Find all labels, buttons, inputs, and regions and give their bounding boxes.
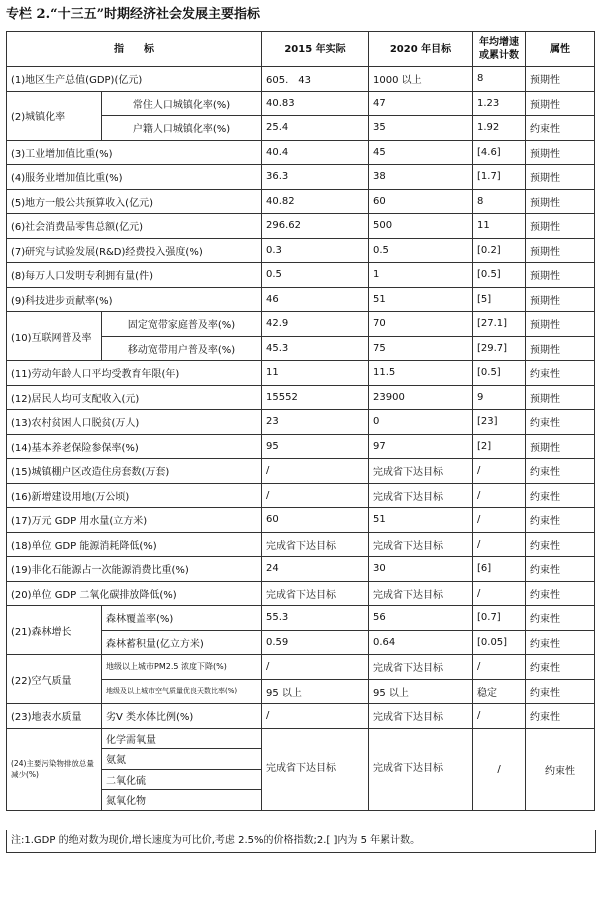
value-growth: / — [473, 532, 526, 557]
value-attribute: 约束性 — [526, 361, 595, 386]
value-2015: 95 — [262, 434, 369, 459]
value-growth: [0.5] — [473, 263, 526, 288]
value-attribute: 预期性 — [526, 385, 595, 410]
row-label: 化学需氧量 — [102, 728, 262, 749]
value-2015: 完成省下达目标 — [262, 532, 369, 557]
row-label: 森林覆盖率(%) — [102, 606, 262, 631]
row-label: 劣V 类水体比例(%) — [102, 704, 262, 729]
value-2020: 47 — [369, 91, 473, 116]
value-attribute: 约束性 — [526, 630, 595, 655]
value-2015: 0.3 — [262, 238, 369, 263]
row-label: (8)每万人口发明专利拥有量(件) — [7, 263, 262, 288]
row-label: (9)科技进步贡献率(%) — [7, 287, 262, 312]
value-2015: 25.4 — [262, 116, 369, 141]
row-label: (15)城镇棚户区改造住房套数(万套) — [7, 459, 262, 484]
row-label: (18)单位 GDP 能源消耗降低(%) — [7, 532, 262, 557]
row-label: (12)居民人均可支配收入(元) — [7, 385, 262, 410]
value-2015: 11 — [262, 361, 369, 386]
value-2015: 0.59 — [262, 630, 369, 655]
value-growth: / — [473, 655, 526, 680]
value-attribute: 预期性 — [526, 238, 595, 263]
table-row — [7, 728, 595, 749]
table-row — [7, 189, 595, 214]
value-2020: 1000 以上 — [369, 67, 473, 92]
value-2020: 完成省下达目标 — [369, 581, 473, 606]
row-label: 户籍人口城镇化率(%) — [102, 116, 262, 141]
row-label: 移动宽带用户普及率(%) — [102, 336, 262, 361]
value-2020: 97 — [369, 434, 473, 459]
value-2015: 40.83 — [262, 91, 369, 116]
value-attribute: 预期性 — [526, 165, 595, 190]
value-attribute: 约束性 — [526, 483, 595, 508]
value-2015: 24 — [262, 557, 369, 582]
value-2020: 完成省下达目标 — [369, 532, 473, 557]
row-label: (7)研究与试验发展(R&D)经费投入强度(%) — [7, 238, 262, 263]
value-2015: 42.9 — [262, 312, 369, 337]
value-2015: 45.3 — [262, 336, 369, 361]
table-row — [7, 312, 595, 337]
header-growth: 年均增速或累计数 — [473, 32, 526, 67]
value-attribute: 约束性 — [526, 459, 595, 484]
row-label: (1)地区生产总值(GDP)(亿元) — [7, 67, 262, 92]
value-attribute: 约束性 — [526, 508, 595, 533]
table-row — [7, 91, 595, 116]
table-row — [7, 557, 595, 582]
value-2020: 完成省下达目标 — [369, 728, 473, 810]
value-2020: 75 — [369, 336, 473, 361]
value-2020: 56 — [369, 606, 473, 631]
value-growth: 1.92 — [473, 116, 526, 141]
value-attribute: 约束性 — [526, 557, 595, 582]
group-label: (10)互联网普及率 — [7, 312, 102, 361]
value-growth: 8 — [473, 189, 526, 214]
value-attribute: 约束性 — [526, 410, 595, 435]
value-2015: 605. 43 — [262, 67, 369, 92]
table-row — [7, 434, 595, 459]
page-title: 专栏 2.“十三五”时期经济社会发展主要指标 — [6, 7, 261, 22]
table-row — [7, 67, 595, 92]
header-indicator: 指 标 — [7, 32, 262, 67]
row-label: (11)劳动年龄人口平均受教育年限(年) — [7, 361, 262, 386]
table-row — [7, 361, 595, 386]
value-2015: 95 以上 — [262, 679, 369, 704]
value-2015: 23 — [262, 410, 369, 435]
table-row — [7, 214, 595, 239]
row-label: 常住人口城镇化率(%) — [102, 91, 262, 116]
value-2015: 60 — [262, 508, 369, 533]
value-growth: / — [473, 459, 526, 484]
value-2020: 完成省下达目标 — [369, 704, 473, 729]
value-2015: / — [262, 655, 369, 680]
value-2015: 15552 — [262, 385, 369, 410]
value-2015: 40.82 — [262, 189, 369, 214]
group-label: (23)地表水质量 — [7, 704, 102, 729]
row-label: (16)新增建设用地(万公顷) — [7, 483, 262, 508]
table-header — [7, 32, 595, 67]
value-2015: 完成省下达目标 — [262, 728, 369, 810]
value-growth: [6] — [473, 557, 526, 582]
group-label: (22)空气质量 — [7, 655, 102, 704]
value-2015: / — [262, 483, 369, 508]
value-growth: [29.7] — [473, 336, 526, 361]
value-2015: 296.62 — [262, 214, 369, 239]
value-attribute: 约束性 — [526, 606, 595, 631]
value-2020: 0.5 — [369, 238, 473, 263]
value-attribute: 约束性 — [526, 704, 595, 729]
value-growth: [0.7] — [473, 606, 526, 631]
header-2020: 2020 年目标 — [369, 32, 473, 67]
row-label: 氨氮 — [102, 749, 262, 770]
value-growth: / — [473, 728, 526, 810]
value-growth: / — [473, 483, 526, 508]
value-attribute: 预期性 — [526, 91, 595, 116]
value-growth: [0.5] — [473, 361, 526, 386]
table-row — [7, 704, 595, 729]
value-2020: 0.64 — [369, 630, 473, 655]
row-label: 森林蓄积量(亿立方米) — [102, 630, 262, 655]
value-attribute: 约束性 — [526, 728, 595, 810]
value-growth: 1.23 — [473, 91, 526, 116]
value-2020: 完成省下达目标 — [369, 459, 473, 484]
row-label: (13)农村贫困人口脱贫(万人) — [7, 410, 262, 435]
table-row — [7, 263, 595, 288]
value-2020: 95 以上 — [369, 679, 473, 704]
value-2020: 30 — [369, 557, 473, 582]
value-attribute: 预期性 — [526, 140, 595, 165]
value-growth: 11 — [473, 214, 526, 239]
table-row — [7, 581, 595, 606]
group-label: (2)城镇化率 — [7, 91, 102, 140]
value-growth: [2] — [473, 434, 526, 459]
row-label: (4)服务业增加值比重(%) — [7, 165, 262, 190]
value-2020: 0 — [369, 410, 473, 435]
value-2015: 46 — [262, 287, 369, 312]
value-growth: / — [473, 704, 526, 729]
value-2015: 55.3 — [262, 606, 369, 631]
value-growth: 9 — [473, 385, 526, 410]
value-attribute: 约束性 — [526, 679, 595, 704]
table-footnote: 注:1.GDP 的绝对数为现价,增长速度为可比价,考虑 2.5%的价格指数;2.[ ]内为 5 年累计数。 — [6, 830, 596, 853]
value-attribute: 约束性 — [526, 655, 595, 680]
table-row — [7, 459, 595, 484]
value-growth: [1.7] — [473, 165, 526, 190]
value-attribute: 预期性 — [526, 67, 595, 92]
value-2020: 11.5 — [369, 361, 473, 386]
value-growth: / — [473, 581, 526, 606]
value-2020: 70 — [369, 312, 473, 337]
value-2020: 完成省下达目标 — [369, 483, 473, 508]
table-row — [7, 606, 595, 631]
value-growth: [5] — [473, 287, 526, 312]
value-2015: 0.5 — [262, 263, 369, 288]
value-attribute: 约束性 — [526, 581, 595, 606]
table-row — [7, 385, 595, 410]
table-row — [7, 483, 595, 508]
value-attribute: 预期性 — [526, 263, 595, 288]
table-row — [7, 287, 595, 312]
table-row — [7, 655, 595, 680]
row-label: (3)工业增加值比重(%) — [7, 140, 262, 165]
row-label: 二氧化硫 — [102, 769, 262, 790]
value-attribute: 约束性 — [526, 116, 595, 141]
value-attribute: 预期性 — [526, 434, 595, 459]
header-2015: 2015 年实际 — [262, 32, 369, 67]
table-row — [7, 140, 595, 165]
row-label: (17)万元 GDP 用水量(立方米) — [7, 508, 262, 533]
value-2020: 500 — [369, 214, 473, 239]
row-label: 固定宽带家庭普及率(%) — [102, 312, 262, 337]
value-attribute: 约束性 — [526, 532, 595, 557]
value-2015: 36.3 — [262, 165, 369, 190]
value-2020: 完成省下达目标 — [369, 655, 473, 680]
value-2020: 51 — [369, 508, 473, 533]
group-label: (24)主要污染物排放总量减少(%) — [7, 728, 102, 810]
value-attribute: 预期性 — [526, 287, 595, 312]
value-2015: 40.4 — [262, 140, 369, 165]
table-row — [7, 238, 595, 263]
table-row — [7, 165, 595, 190]
value-attribute: 预期性 — [526, 189, 595, 214]
row-label: 氮氧化物 — [102, 790, 262, 811]
table-row — [7, 532, 595, 557]
table-row — [7, 508, 595, 533]
row-label: (6)社会消费品零售总额(亿元) — [7, 214, 262, 239]
value-attribute: 预期性 — [526, 336, 595, 361]
row-label: (5)地方一般公共预算收入(亿元) — [7, 189, 262, 214]
row-label: (19)非化石能源占一次能源消费比重(%) — [7, 557, 262, 582]
value-growth: 8 — [473, 67, 526, 92]
value-2020: 45 — [369, 140, 473, 165]
value-2020: 1 — [369, 263, 473, 288]
value-growth: [4.6] — [473, 140, 526, 165]
value-growth: [0.2] — [473, 238, 526, 263]
value-growth: [0.05] — [473, 630, 526, 655]
value-2020: 51 — [369, 287, 473, 312]
value-attribute: 预期性 — [526, 214, 595, 239]
value-2015: / — [262, 704, 369, 729]
value-2020: 38 — [369, 165, 473, 190]
row-label: (20)单位 GDP 二氧化碳排放降低(%) — [7, 581, 262, 606]
row-label: (14)基本养老保险参保率(%) — [7, 434, 262, 459]
value-2020: 60 — [369, 189, 473, 214]
value-growth: 稳定 — [473, 679, 526, 704]
value-attribute: 预期性 — [526, 312, 595, 337]
indicators-table — [6, 31, 595, 811]
value-2020: 35 — [369, 116, 473, 141]
row-label: 地级以上城市PM2.5 浓度下降(%) — [102, 655, 262, 680]
value-2015: / — [262, 459, 369, 484]
value-growth: [27.1] — [473, 312, 526, 337]
value-2015: 完成省下达目标 — [262, 581, 369, 606]
group-label: (21)森林增长 — [7, 606, 102, 655]
value-2020: 23900 — [369, 385, 473, 410]
table-row — [7, 410, 595, 435]
value-growth: / — [473, 508, 526, 533]
value-growth: [23] — [473, 410, 526, 435]
row-label: 地级及以上城市空气质量优良天数比率(%) — [102, 679, 262, 704]
header-attribute: 属性 — [526, 32, 595, 67]
